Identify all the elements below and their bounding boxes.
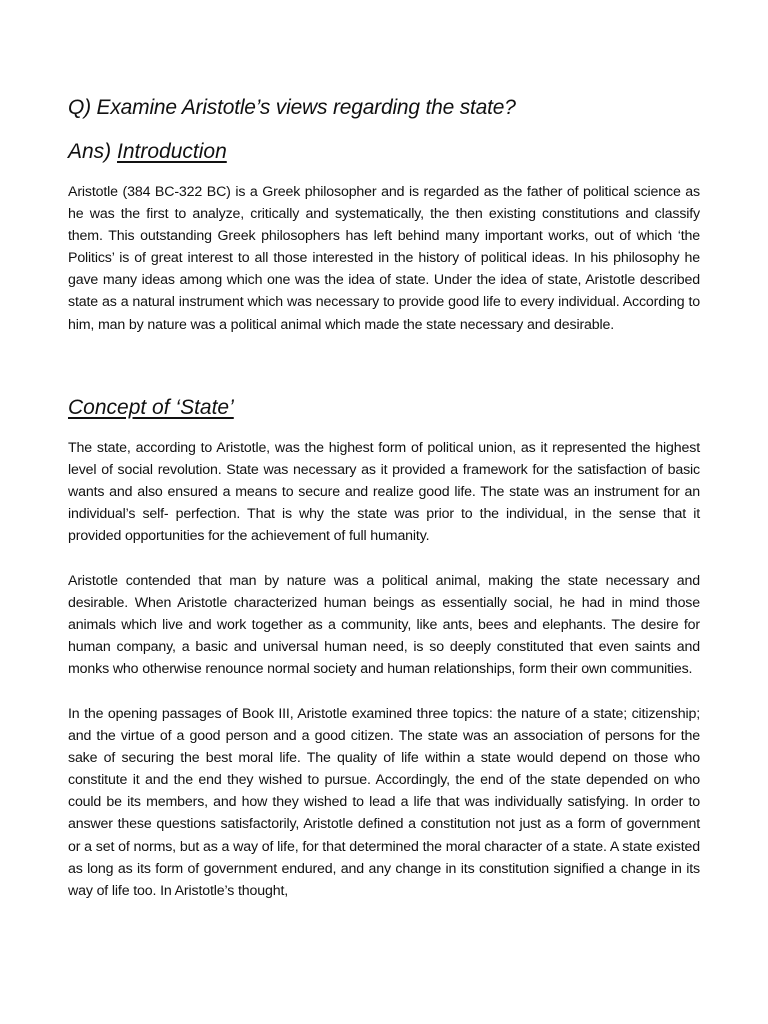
body-paragraph-2: Aristotle contended that man by nature was a political animal, making the state necessary and desirable. When Aristotle characterized human beings as essentially social, he had in mind those animals which live and work together as a community, like ants, bees and elephants. The desire for human company, a basic and universal human need, is so deeply constituted that even saints and monks who otherwise renounce normal society and human relationships, form their own communities. bbox=[68, 573, 700, 678]
concept-of-state-heading: Concept of ‘State’ bbox=[68, 396, 234, 419]
body-paragraph-1: The state, according to Aristotle, was the highest form of political union, as it represented the highest level of social revolution. State was necessary as it provided a framework for the satisfaction of basic wants and also ensured a means to secure and realize good life. The state was an instrument for an individual’s self- perfection. That is why the state was prior to the individual, in the sense that it provided opportunities for the achievement of full humanity. bbox=[68, 440, 700, 545]
intro-heading: Introduction bbox=[117, 140, 227, 163]
question-heading: Q) Examine Aristotle’s views regarding the state? bbox=[68, 96, 516, 119]
intro-paragraph: Aristotle (384 BC-322 BC) is a Greek philosopher and is regarded as the father of political science as he was the first to analyze, critically and systematically, the then existing constitutions and classify them. This outstanding Greek philosophers has left behind many important works, out of which ‘the Politics’ is of great interest to all those interested in the history of political ideas. In his philosophy he gave many ideas among which one was the idea of state. Under the idea of state, Aristotle described state as a natural instrument which was necessary to provide good life to every individual. According to him, man by nature was a political animal which made the state necessary and desirable. bbox=[68, 184, 700, 333]
body-paragraph-3: In the opening passages of Book III, Aristotle examined three topics: the nature of a state; citizenship; and the virtue of a good person and a good citizen. The state was an association of persons for the sake of securing the best moral life. The quality of life within a state would depend on those who constitute it and the end they wished to pursue. Accordingly, the end of the state depended on who could be its members, and how they wished to lead a life that was individually satisfying. In order to answer these questions satisfactorily, Aristotle defined a constitution not just as a form of government or a set of norms, but as a way of life, for that determined the moral character of a state. A state existed as long as its form of government endured, and any change in its constitution signified a change in its way of life too. In Aristotle’s thought, bbox=[68, 706, 700, 899]
answer-label: Ans) bbox=[68, 140, 118, 163]
answer-heading bbox=[68, 140, 227, 164]
